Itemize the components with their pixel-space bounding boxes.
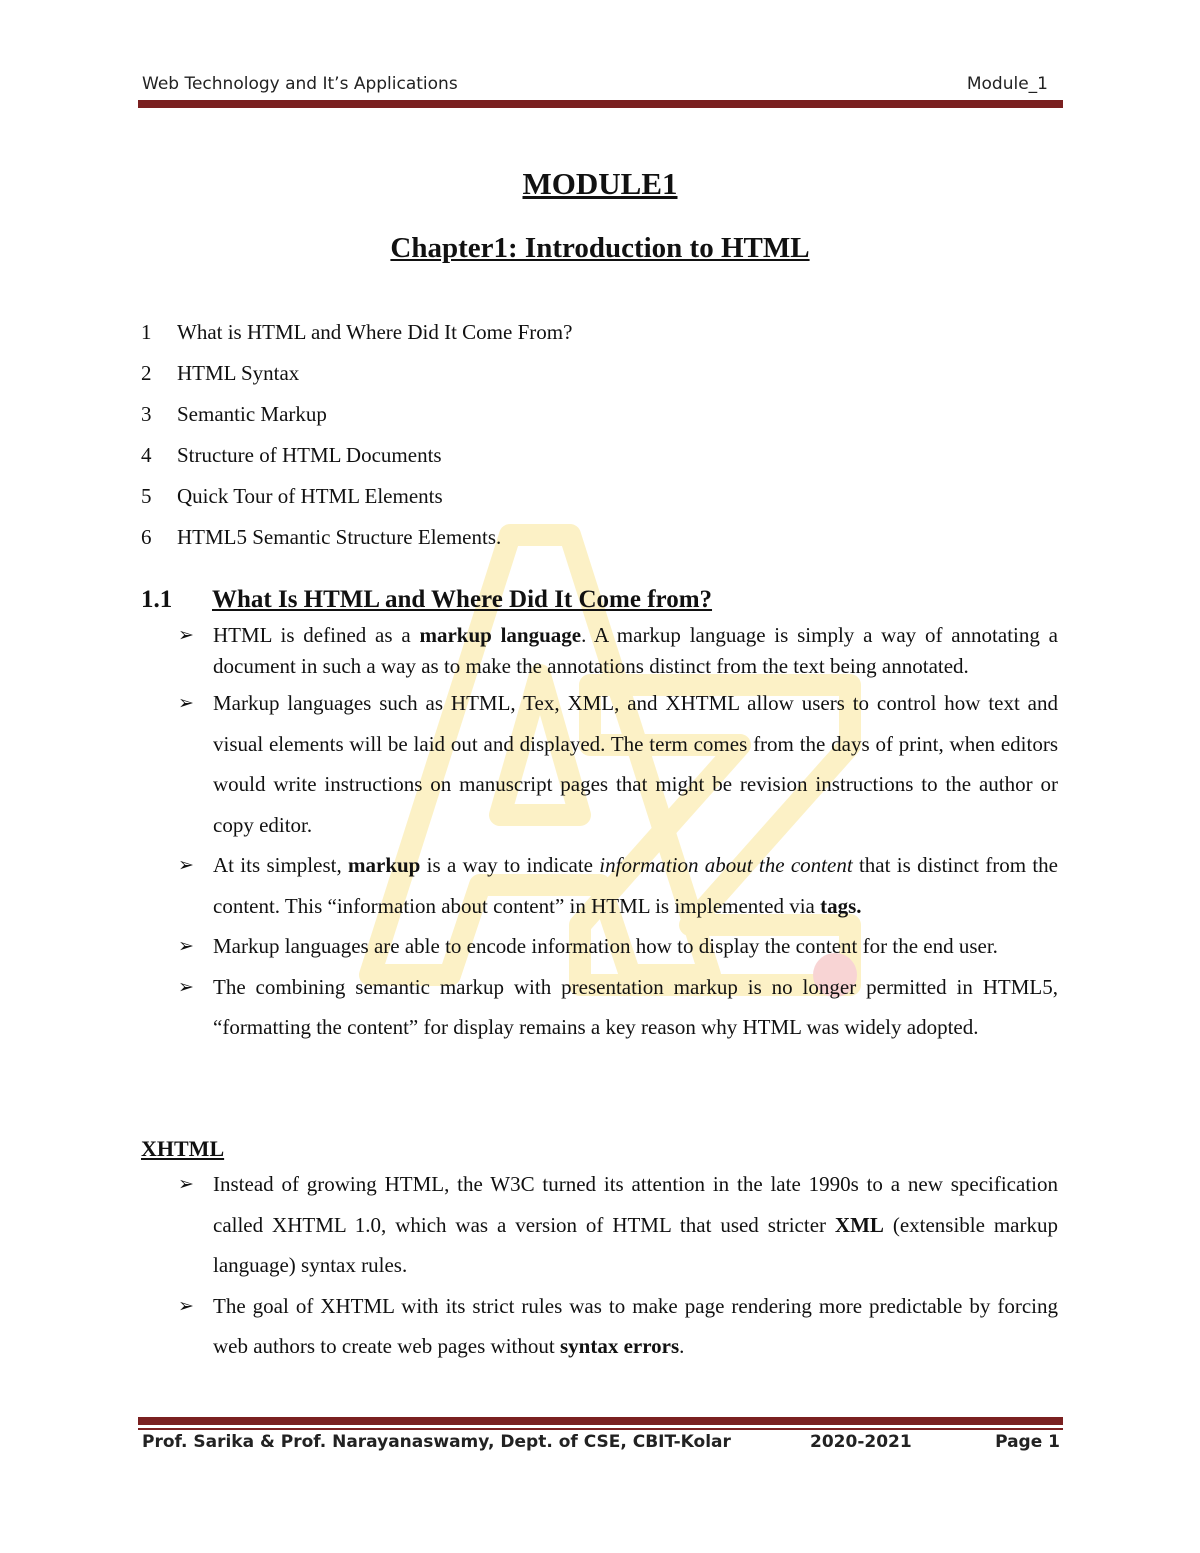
bullet-text: Markup languages such as HTML, Tex, XML, and XHTML allow users to control how text and visual elements will be laid out and displayed. The term comes from the days of print, when editors would write instructions on manuscript pages that might be revision instructions to the author or copy editor.: [213, 691, 1058, 837]
bullet-text: . A markup language is simply a way of annotating a document in such a way as to make the annotations distinct from the text being annotated.: [213, 623, 1058, 678]
arrow-bullet-icon: ➢: [178, 935, 194, 957]
footer-credit: Prof. Sarika & Prof. Narayanaswamy, Dept. of CSE, CBIT-Kolar: [142, 1432, 731, 1452]
toc-number: 1: [141, 320, 152, 344]
bullet-text: The goal of XHTML with its strict rules was to make page rendering more predictable by forcing web authors to create web pages without: [213, 1293, 1058, 1358]
bullet-item: [178, 1286, 1058, 1367]
footer-rule: [138, 1417, 1063, 1425]
toc-text: Structure of HTML Documents: [177, 443, 442, 467]
bold-term: tags.: [820, 893, 862, 918]
arrow-bullet-icon: ➢: [178, 1294, 194, 1317]
bullet-text: The combining semantic markup with presentation markup is no longer permitted in HTML5, “formatting the content” for display remains a key reason why HTML was widely adopted.: [213, 974, 1058, 1039]
footer-rule-thin: [138, 1428, 1063, 1430]
bullet-text: At its simplest,: [213, 853, 348, 877]
bullet-item: [178, 967, 1058, 1048]
bullet-item: [178, 683, 1058, 845]
toc-text: Quick Tour of HTML Elements: [177, 484, 443, 508]
toc-text: HTML5 Semantic Structure Elements.: [177, 525, 502, 549]
toc-number: 5: [141, 484, 152, 508]
toc-number: 3: [141, 402, 152, 426]
bullet-item: [178, 845, 1058, 926]
bullet-text: .: [679, 1334, 685, 1358]
arrow-bullet-icon: ➢: [178, 854, 194, 876]
header-rule: [138, 100, 1063, 108]
bullet-item: [178, 620, 1058, 682]
bullet-text: Markup languages are able to encode information how to display the content for the end user.: [213, 934, 998, 958]
bullet-text: Instead of growing HTML, the W3C turned its attention in the late 1990s to a new specification called XHTML 1.0, which was a version of HTML that used stricter: [213, 1172, 1058, 1237]
bullet-item: [178, 1164, 1058, 1286]
bullet-text: is a way to indicate: [420, 853, 600, 877]
bold-term: syntax errors: [559, 1334, 680, 1358]
header-title: Web Technology and It’s Applications: [142, 74, 458, 94]
bullet-item: [178, 926, 1058, 967]
toc-number: 6: [141, 525, 152, 549]
bullet-text: (extensible markup language) syntax rules.: [213, 1212, 1058, 1277]
italic-term: information about the content: [599, 853, 853, 877]
header-module: Module_1: [966, 74, 1048, 94]
bullet-text: that is distinct from the content. This “information about content” in HTML is implemented via: [213, 853, 1058, 918]
bold-term: markup: [348, 853, 421, 877]
bold-term: markup language: [419, 623, 582, 647]
xhtml-bullets: [178, 1164, 1058, 1367]
section-title: What Is HTML and Where Did It Come from?: [212, 586, 713, 613]
section-bullets: [178, 620, 1058, 1048]
toc-text: What is HTML and Where Did It Come From?: [177, 320, 573, 344]
bullet-text: HTML is defined as a: [213, 623, 420, 647]
footer-year: 2020-2021: [810, 1432, 912, 1452]
arrow-bullet-icon: ➢: [178, 1173, 194, 1195]
xhtml-heading: XHTML: [141, 1136, 225, 1161]
chapter-title: Chapter1: Introduction to HTML: [390, 232, 810, 264]
bold-term: XML: [834, 1212, 884, 1237]
toc-number: 2: [141, 361, 152, 385]
arrow-bullet-icon: ➢: [178, 624, 194, 646]
toc-text: Semantic Markup: [177, 402, 327, 426]
arrow-bullet-icon: ➢: [178, 692, 194, 714]
arrow-bullet-icon: ➢: [178, 975, 194, 998]
page-number: Page 1: [995, 1432, 1060, 1452]
section-number: 1.1: [141, 586, 173, 613]
module-title: MODULE1: [522, 166, 678, 201]
toc-number: 4: [141, 443, 152, 467]
toc-text: HTML Syntax: [177, 361, 300, 385]
